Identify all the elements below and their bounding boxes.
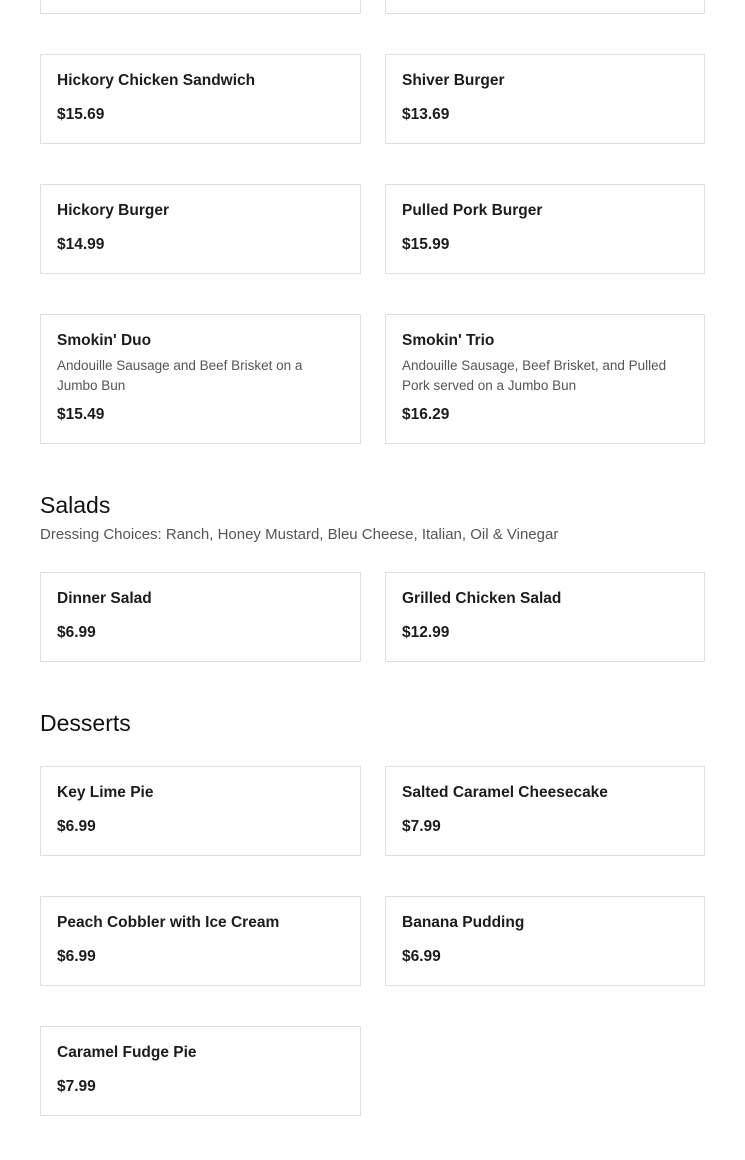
menu-item-name: Banana Pudding [402, 914, 525, 931]
menu-item-name: Shiver Burger [402, 72, 505, 89]
menu-item-description: Andouille Sausage, Beef Brisket, and Pulled Pork served on a Jumbo Bun [402, 358, 667, 393]
menu-item-price: $7.99 [57, 1078, 96, 1095]
menu-item-card[interactable] [40, 314, 361, 444]
menu-item-card[interactable] [385, 766, 705, 856]
menu-item-price: $15.99 [402, 236, 450, 253]
menu-item-card[interactable] [385, 184, 705, 274]
menu-item-card[interactable] [40, 896, 361, 986]
menu-item-price: $15.69 [57, 106, 105, 123]
menu-item-price: $6.99 [57, 624, 96, 641]
menu-item-name: Grilled Chicken Salad [402, 590, 562, 607]
menu-item-card[interactable] [40, 54, 361, 144]
menu-item-name: Smokin' Duo [57, 332, 152, 349]
menu-item-price: $6.99 [402, 948, 441, 965]
menu-item-card[interactable] [40, 184, 361, 274]
menu-item-price: $15.49 [57, 406, 105, 423]
menu-item-name: Dinner Salad [57, 590, 152, 607]
menu-item-card[interactable] [385, 896, 705, 986]
menu-item-description: Andouille Sausage and Beef Brisket on a Jumbo Bun [57, 358, 303, 393]
menu-item-card[interactable] [40, 572, 361, 662]
menu-item-price: $6.99 [57, 948, 96, 965]
menu-item-price: $13.69 [402, 106, 450, 123]
section-subtitle-salads: Dressing Choices: Ranch, Honey Mustard, Bleu Cheese, Italian, Oil & Vinegar [40, 526, 559, 543]
menu-item-name: Hickory Burger [57, 202, 169, 219]
menu-item-price: $14.99 [57, 236, 105, 253]
menu-item-price: $6.99 [57, 818, 96, 835]
section-title-desserts: Desserts [40, 710, 131, 736]
menu-item-card-partial[interactable] [385, 0, 705, 14]
menu-item-card-partial[interactable] [40, 0, 361, 14]
menu-item-price: $7.99 [402, 818, 441, 835]
menu-item-name: Key Lime Pie [57, 784, 154, 801]
menu-item-price: $12.99 [402, 624, 450, 641]
section-title-salads: Salads [40, 492, 111, 518]
menu-item-name: Salted Caramel Cheesecake [402, 784, 608, 801]
menu-item-card[interactable] [385, 314, 705, 444]
menu-item-name: Smokin' Trio [402, 332, 495, 349]
menu-item-name: Peach Cobbler with Ice Cream [57, 914, 280, 931]
menu-item-price: $16.29 [402, 406, 450, 423]
menu-item-name: Hickory Chicken Sandwich [57, 72, 256, 89]
menu-item-card[interactable] [385, 54, 705, 144]
menu-item-card[interactable] [40, 766, 361, 856]
menu-item-name: Caramel Fudge Pie [57, 1044, 197, 1061]
menu-item-card[interactable] [40, 1026, 361, 1116]
menu-item-card[interactable] [385, 572, 705, 662]
menu-item-name: Pulled Pork Burger [402, 202, 543, 219]
